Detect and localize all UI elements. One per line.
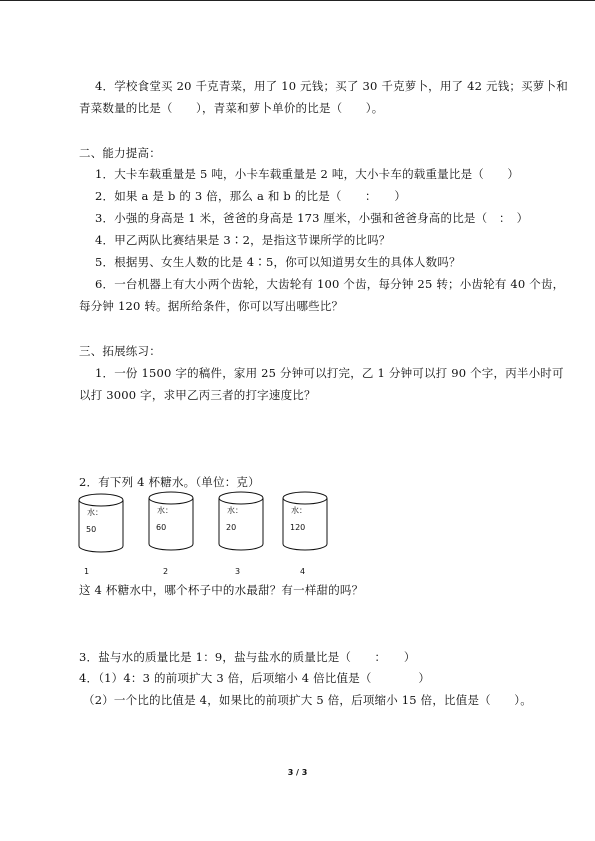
q4-top-line2: 青菜数量的比是（ ），青菜和萝卜单价的比是（ ）。 bbox=[79, 101, 384, 115]
section3-q4-part1: 4．（1）4：3 的前项扩大 3 倍，后项缩小 4 倍比值是（ ） bbox=[79, 671, 431, 685]
cup-value: 20 bbox=[226, 523, 237, 532]
q4-top-line1: 4．学校食堂买 20 千克青菜，用了 10 元钱；买了 30 千克萝卜，用了 42 元钱；买萝卜和 bbox=[95, 79, 568, 93]
section3-heading: 三、拓展练习： bbox=[79, 344, 161, 358]
cup-icon bbox=[148, 490, 194, 552]
cup-icon bbox=[218, 490, 264, 552]
section2-item-6-cont: 每分钟 120 转。据所给条件，你可以写出哪些比？ bbox=[79, 299, 344, 313]
section3-q3: 3．盐与水的质量比是 1：9，盐与盐水的质量比是（ ： ） bbox=[79, 650, 416, 664]
cup-number-1: 1 bbox=[84, 567, 90, 576]
section3-q4-part2: （2）一个比的比值是 4，如果比的前项扩大 5 倍，后项缩小 15 倍，比值是（ ）。 bbox=[83, 693, 532, 707]
cup-value: 60 bbox=[156, 523, 167, 532]
section2-item-6: 6．一台机器上有大小两个齿轮，大齿轮有 100 个齿，每分钟 25 转；小齿轮有 40 个齿， bbox=[95, 277, 565, 291]
sugar-water-cup-3 bbox=[218, 490, 264, 552]
cup-value: 50 bbox=[86, 525, 97, 534]
page-number: 3 / 3 bbox=[287, 768, 308, 777]
cup-label: 水： bbox=[157, 506, 173, 515]
cup-label: 水： bbox=[87, 508, 103, 517]
section2-heading: 二、能力提高： bbox=[79, 146, 161, 160]
sugar-water-cup-4 bbox=[282, 490, 328, 552]
section2-item-3: 3．小强的身高是 1 米，爸爸的身高是 173 厘米，小强和爸爸身高的比是（ ： ） bbox=[95, 211, 529, 225]
cup-icon bbox=[282, 490, 328, 552]
cup-icon bbox=[78, 492, 124, 554]
cup-label: 水： bbox=[227, 506, 243, 515]
section2-item-5: 5．根据男、女生人数的比是 4∶5，你可以知道男女生的具体人数吗？ bbox=[95, 255, 461, 269]
top-border-line bbox=[0, 0, 595, 1]
cup-label: 水： bbox=[291, 506, 307, 515]
section3-q1-line2: 以打 3000 字，求甲乙丙三者的打字速度比？ bbox=[79, 388, 316, 402]
section2-item-2: 2．如果 a 是 b 的 3 倍，那么 a 和 b 的比是（ ： ） bbox=[95, 189, 407, 203]
cup-number-3: 3 bbox=[235, 567, 241, 576]
cup-number-4: 4 bbox=[300, 567, 306, 576]
sugar-water-cup-1 bbox=[78, 492, 124, 554]
section3-q2-question: 这 4 杯糖水中，哪个杯子中的水最甜？有一样甜的吗？ bbox=[79, 583, 364, 597]
section2-item-1: 1．大卡车载重量是 5 吨，小卡车载重量是 2 吨，大小卡车的载重量比是（ ） bbox=[95, 167, 520, 181]
section3-q1-line1: 1．一份 1500 字的稿件，家用 25 分钟可以打完，乙 1 分钟可以打 90 个字，丙半小时可 bbox=[95, 366, 564, 380]
cup-number-2: 2 bbox=[163, 567, 169, 576]
cup-value: 120 bbox=[290, 523, 306, 532]
section3-q2-intro: 2．有下列 4 杯糖水。（单位：克） bbox=[79, 475, 260, 489]
section2-item-4: 4．甲乙两队比赛结果是 3∶2，是指这节课所学的比吗？ bbox=[95, 233, 391, 247]
sugar-water-cup-2 bbox=[148, 490, 194, 552]
